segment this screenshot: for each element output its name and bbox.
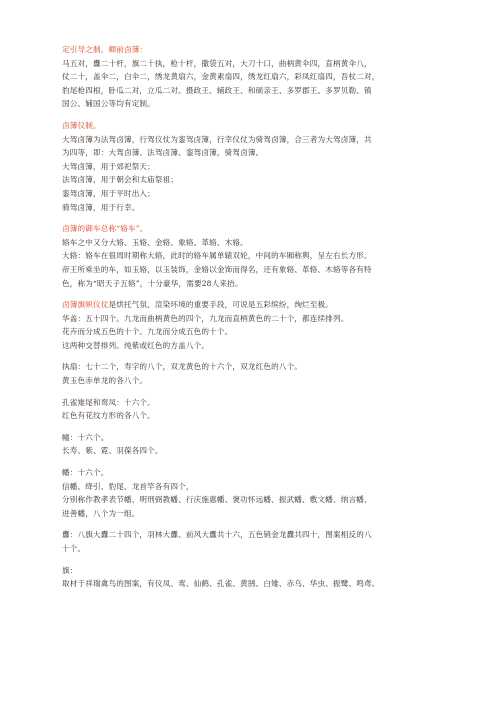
- text-line: 为四等，即：大驾卤簿、法驾卤簿、銮驾卤簿，骑驾卤簿。: [62, 148, 264, 158]
- section-flags: [62, 564, 434, 591]
- section-chuang: [62, 431, 434, 458]
- text-line: 信幡、绛引、豹尾、龙首竿各有四个，: [62, 481, 194, 491]
- section-imperial-carriages: [62, 222, 434, 290]
- text-line: 大辂：辂车在很周时期称大辂，此时的辂车属单辕双轮，中间的车厢称舆，呈左右长方形。: [62, 251, 372, 261]
- section-heading: 卤簿旗帜仪仗: [62, 300, 109, 310]
- section-heading: 卤簿仪制。: [62, 120, 101, 130]
- text-line: 这两种交替排列。纯紫或红色的方盖八个。: [62, 340, 210, 350]
- section-dao: [62, 528, 434, 555]
- text-line: 取材于祥瑞禽鸟的图案，有仪凤、鸾、仙鹤、孔雀、黄鹄、白雉、赤乌、华虫、振鹭、鸣鸢。: [62, 579, 380, 589]
- text-line: 执扇：七十二个，寿字的八个，双龙黄色的十六个，双龙红色的八个。: [62, 362, 303, 372]
- text-line: 豹尾枪四根，卧瓜二对，立瓜二对。摄政王、辅政王、和硕亲王、多罗郡王、多罗贝勒、镇: [62, 85, 372, 95]
- text-line: 幡：十六个。: [62, 468, 109, 478]
- text-line: 大驾卤簿为法驾卤簿，行驾仪仗为銮驾卤簿，行幸仪仗为骑驾卤簿，合三者为大驾卤簿，共: [62, 134, 372, 144]
- text-line: 红色有花纹方形的各八个。: [62, 411, 155, 421]
- text-line: 十个。: [62, 544, 86, 553]
- text-line: 大驾卤簿，用于郊祀祭天；: [62, 161, 155, 171]
- text-line: 长寿、紫、霓、羽葆各四个。: [62, 446, 163, 456]
- text-line: 国公、辅国公等均有定制。: [62, 99, 155, 109]
- text-line: 幢：十六个。: [62, 432, 109, 442]
- section-heading-rest: 是烘托气氛、渲染环境的重要手段，可说是五彩缤纷，绚烂至极。: [108, 300, 334, 310]
- section-lubu-rites: [62, 119, 434, 214]
- text-line: 辂车之中又分大辂、玉辂、金辂、象辂、革辂、木辂。: [62, 237, 248, 247]
- section-heading: 定引导之制，卿前卤簿：: [62, 45, 148, 54]
- section-peacock: [62, 396, 434, 423]
- document-body: [62, 43, 434, 599]
- text-line: 纛：八旗大纛二十四个，羽林大纛、前风大纛共十六，五色销金龙纛共四十，图案相反的八: [62, 530, 372, 540]
- section-lubu-intro: [62, 43, 434, 111]
- text-line: 骑驾卤簿，用于行幸。: [62, 202, 140, 212]
- text-line: 进善幡，八个为一组。: [62, 508, 140, 518]
- text-line: 法驾卤簿，用于朝会和太庙祭祖；: [62, 175, 179, 185]
- text-line: 帝王所乘坐的车，如玉辂，以玉装饰，金辂以金饰而得名，还有象辂、革辂、木辂等各有特: [62, 264, 372, 274]
- text-line: 华盖：五十四个。九龙而曲柄黄色的四个，九龙而直柄黄色的二十个，都连续排列。: [62, 313, 349, 323]
- text-line: 马五对，纛二十杆，旗二十执，枪十杆，撒袋五对，大刀十口，曲柄黄伞四，直柄黄伞八，: [62, 58, 372, 68]
- section-heading: 卤簿的御车总称“辂车”。: [62, 224, 148, 234]
- text-line: 孔雀雉尾和鸾凤：十六个。: [62, 397, 155, 407]
- section-banners: [62, 298, 434, 352]
- text-line: 仗二十，盖伞二，白伞二，绣龙黄扇六，金黄素扇四，绣龙红扇六，彩凤红扇四，吾杖二对，: [62, 72, 380, 82]
- section-fan-banners: [62, 466, 434, 520]
- text-line: 黄玉色赤单龙的各八个。: [62, 376, 148, 386]
- section-fans: [62, 360, 434, 387]
- section-heading-line: [62, 298, 434, 312]
- text-line: 分别称作教孝表节幡、明刑弼教幡、行庆施惠幡、褒功怀远幡、振武幡、敷文幡、纳言幡、: [62, 495, 372, 505]
- text-line: 銮驾卤簿，用于平时出入；: [62, 188, 155, 198]
- text-line: 花卉而分成五色的十个。九龙而分成五色的十个。: [62, 327, 233, 337]
- text-line: 旗：: [62, 565, 78, 575]
- text-line: 色，称为“昭天子五辂”，十分豪华，需要28人来抬。: [62, 278, 243, 288]
